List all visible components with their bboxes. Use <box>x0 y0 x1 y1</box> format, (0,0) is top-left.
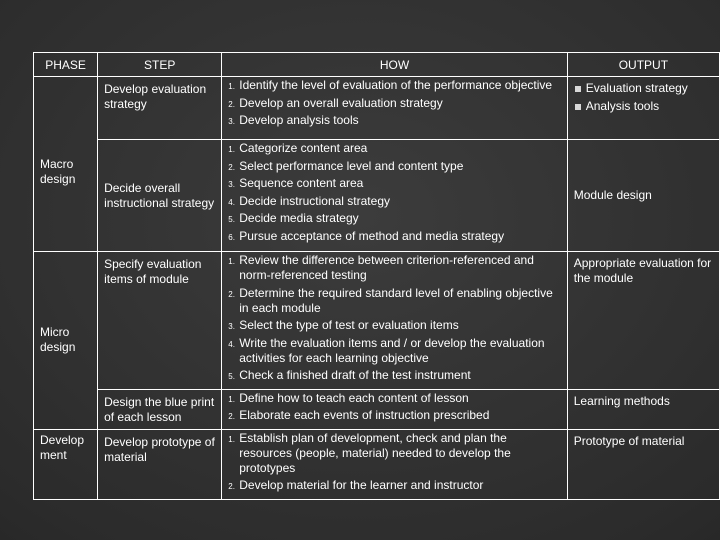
output-item: Analysis tools <box>574 99 715 114</box>
square-bullet-icon <box>575 104 581 110</box>
header-row <box>34 53 720 77</box>
how-number: 2. <box>228 412 235 421</box>
how-item: 4. Decide instructional strategy <box>228 193 390 208</box>
step-cell: Develop prototype of material <box>98 429 222 499</box>
how-item: 1. Identify the level of evaluation of the performance objective <box>228 78 553 92</box>
output-cell: Prototype of material <box>567 429 719 499</box>
how-list <box>228 431 563 494</box>
how-list <box>228 141 563 244</box>
how-item: 2. Elaborate each events of instruction prescribed <box>228 408 490 422</box>
phase-macro-cell <box>34 77 98 252</box>
header-output: OUTPUT <box>567 53 719 77</box>
how-number: 1. <box>228 145 235 154</box>
how-item: 1. Define how to teach each content of lesson <box>228 390 469 405</box>
how-number: 1. <box>228 434 235 444</box>
output-list <box>574 81 715 114</box>
how-item: 2. Develop material for the learner and instructor <box>228 478 484 492</box>
table-row <box>34 140 720 252</box>
how-cell <box>222 429 568 499</box>
how-item: 2. Determine the required standard level of enabling objective in each module <box>228 285 553 315</box>
how-number: 4. <box>228 339 235 349</box>
how-item: 3. Sequence content area <box>228 176 364 190</box>
how-item: 2. Develop an overall evaluation strategy <box>228 95 443 110</box>
how-item: 5. Check a finished draft of the test instrument <box>228 368 471 382</box>
output-cell: Appropriate evaluation for the module <box>567 252 719 390</box>
how-number: 1. <box>228 82 235 91</box>
how-cell <box>222 389 568 429</box>
how-number: 3. <box>228 180 235 189</box>
step-cell: Specify evaluation items of module <box>98 252 222 390</box>
output-cell: Module design <box>567 140 719 252</box>
how-number: 2. <box>228 289 235 299</box>
table-row <box>34 429 720 499</box>
table-row <box>34 252 720 390</box>
phase-develop-cell <box>34 429 98 499</box>
how-number: 3. <box>228 322 235 331</box>
how-item: 2. Select performance level and content type <box>228 158 464 173</box>
phase-develop-label: Develop ment <box>40 432 85 462</box>
how-number: 1. <box>228 257 235 266</box>
how-number: 2. <box>228 99 235 109</box>
phase-macro-label: Macro design <box>40 157 76 186</box>
how-item: 4. Write the evaluation items and / or develop the evaluation activities for each learning objective <box>228 335 545 365</box>
how-item: 1. Review the difference between criterion-referenced and norm-referenced testing <box>228 253 534 282</box>
table-row <box>34 389 720 429</box>
how-item: 3. Select the type of test or evaluation items <box>228 318 459 332</box>
how-list <box>228 391 563 424</box>
how-number: 3. <box>228 117 235 126</box>
how-number: 5. <box>228 215 235 224</box>
how-item: 6. Pursue acceptance of method and media strategy <box>228 228 505 243</box>
how-number: 2. <box>228 482 235 491</box>
how-cell <box>222 77 568 140</box>
step-cell: Develop evaluation strategy <box>98 77 222 140</box>
how-cell <box>222 252 568 390</box>
how-number: 6. <box>228 232 235 242</box>
header-phase: PHASE <box>34 53 98 77</box>
phase-step-table <box>33 52 720 500</box>
square-bullet-icon <box>575 86 581 92</box>
step-cell: Decide overall instructional strategy <box>98 140 222 252</box>
phase-micro-label: Micro design <box>40 325 76 355</box>
how-list <box>228 78 563 128</box>
header-how: HOW <box>222 53 568 77</box>
header-step: STEP <box>98 53 222 77</box>
step-cell: Design the blue print of each lesson <box>98 389 222 429</box>
how-number: 4. <box>228 197 235 207</box>
output-cell: Learning methods <box>567 389 719 429</box>
table-row <box>34 77 720 140</box>
how-list <box>228 253 563 383</box>
phase-micro-cell <box>34 252 98 430</box>
phase-table-slide <box>33 52 720 492</box>
how-item: 1. Categorize content area <box>228 141 368 155</box>
output-cell <box>567 77 719 140</box>
how-number: 2. <box>228 162 235 172</box>
how-number: 5. <box>228 372 235 381</box>
how-item: 5. Decide media strategy <box>228 211 359 225</box>
how-item: 1. Establish plan of development, check and plan the resources (people, material) needed to develop the prototypes <box>228 430 511 475</box>
how-cell <box>222 140 568 252</box>
how-number: 1. <box>228 394 235 404</box>
output-item: Evaluation strategy <box>574 81 715 96</box>
how-item: 3. Develop analysis tools <box>228 113 359 127</box>
